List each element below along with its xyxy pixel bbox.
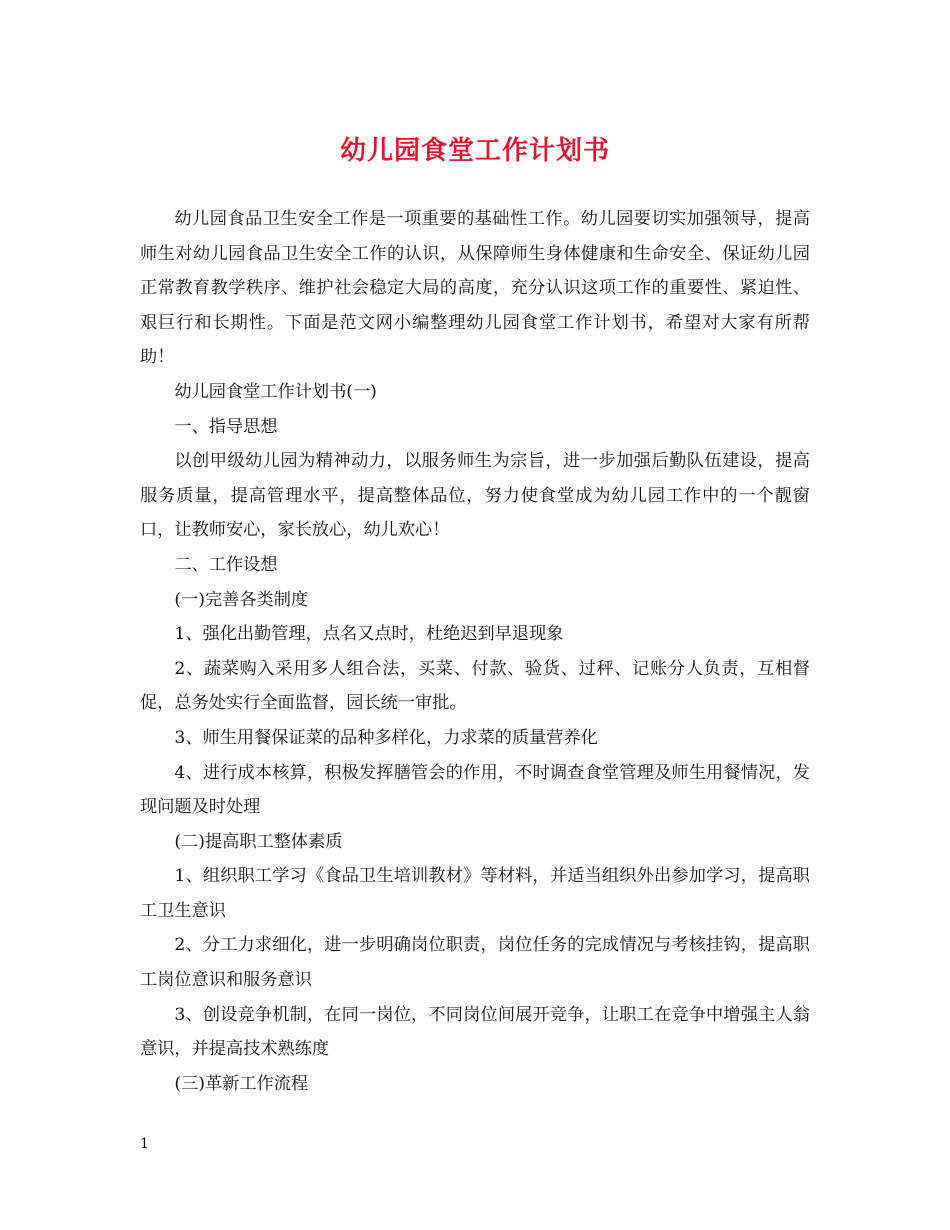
paragraph: 3、师生用餐保证菜的品种多样化，力求菜的质量营养化 xyxy=(174,727,598,748)
paragraph: 二、工作设想 xyxy=(174,554,278,575)
paragraph: 1、强化出勤管理，点名又点时，杜绝迟到早退现象 xyxy=(174,624,564,645)
paragraph: (二)提高职工整体素质 xyxy=(174,831,343,852)
document-title: 幼儿园食堂工作计划书 xyxy=(339,136,610,166)
page-number: 1 xyxy=(140,1136,149,1152)
paragraph: 1、组织职工学习《食品卫生培训教材》等材料，并适当组织外出参加学习，提高职工卫生意识 xyxy=(140,866,810,921)
paragraph: 4、进行成本核算，积极发挥膳管会的作用，不时调查食堂管理及师生用餐情况，发现问题及时处理 xyxy=(140,762,810,818)
paragraph: 以创甲级幼儿园为精神动力，以服务师生为宗旨，进一步加强后勤队伍建设，提高服务质量，提高管理水平，提高整体品位，努力使食堂成为幼儿园工作中的一个靓窗口，让教师安心，家长放心，幼儿欢心！ xyxy=(140,451,810,541)
paragraph: 3、创设竞争机制，在同一岗位，不同岗位间展开竞争，让职工在竞争中增强主人翁意识，并提高技术熟练度 xyxy=(140,1004,810,1060)
paragraph: 一、指导思想 xyxy=(174,416,278,437)
paragraph: 2、分工力求细化，进一步明确岗位职责，岗位任务的完成情况与考核挂钩，提高职工岗位意识和服务意识 xyxy=(140,935,810,991)
paragraph: (一)完善各类制度 xyxy=(174,589,309,610)
paragraph: 幼儿园食品卫生安全工作是一项重要的基础性工作。幼儿园要切实加强领导，提高师生对幼儿园食品卫生安全工作的认识，从保障师生身体健康和生命安全、保证幼儿园正常教育教学秩序、维护社会稳定大局的高度，充分认识这项工作的重要性、紧迫性、艰巨行和长期性。下面是范文网小编整理幼儿园食堂工作计划书，希望对大家有所帮助！ xyxy=(140,209,810,368)
paragraph: (三)革新工作流程 xyxy=(174,1073,309,1094)
paragraph: 幼儿园食堂工作计划书(一) xyxy=(174,381,377,402)
paragraph: 2、蔬菜购入采用多人组合法，买菜、付款、验货、过秤、记账分人负责，互相督促，总务处实行全面监督，园长统一审批。 xyxy=(140,658,810,714)
document-body xyxy=(140,202,810,1101)
